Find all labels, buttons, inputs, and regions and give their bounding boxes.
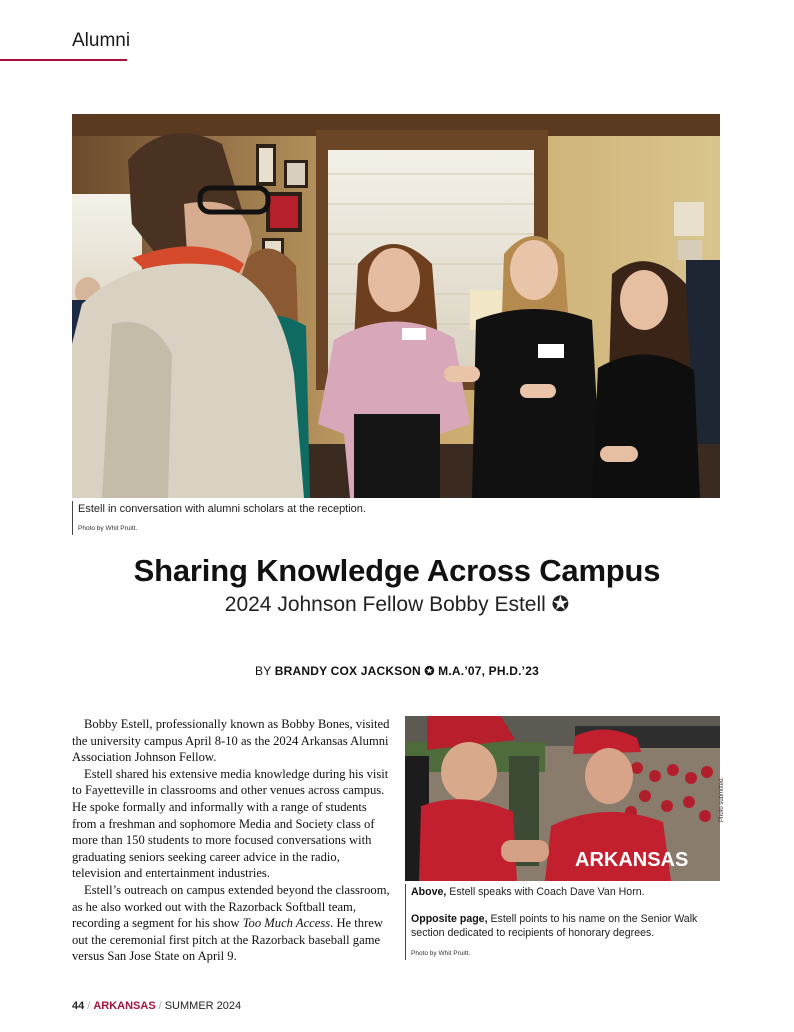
body-text-span: Estell’s outreach on campus extended beyond the classroom, as he also worked out with the Razorback Softball team, recording a segment for his show	[72, 882, 390, 931]
body-paragraph: Bobby Estell, professionally known as Bobby Bones, visited the university campus April 8-10 as the 2024 Arkansas Alumni Association Johnson Fellow.	[72, 717, 390, 765]
caption-above	[411, 886, 711, 900]
jersey-lettering: ARKANSAS	[575, 849, 689, 871]
footer-divider: /	[87, 1000, 91, 1012]
caption-opposite-text: Estell points to his name on the Senior Walk section dedicated to recipients of honorary degrees.	[411, 913, 698, 939]
page-number: 44	[72, 1000, 85, 1012]
show-title: Too Much Access	[242, 916, 331, 931]
byline-prefix: BY	[255, 664, 272, 678]
secondary-photo	[405, 716, 720, 881]
article-subtitle: 2024 Johnson Fellow Bobby Estell ✪	[224, 593, 570, 616]
issue-label: SUMMER 2024	[164, 1000, 242, 1012]
caption-opposite	[411, 913, 711, 940]
byline	[0, 664, 794, 678]
caption-above-text: Estell speaks with Coach Dave Van Horn.	[446, 886, 645, 898]
caption-above-label: Above,	[411, 886, 447, 898]
body-text-span: . He threw out the ceremonial first pitch at the Razorback baseball game versus San Jose State on April 9.	[72, 916, 383, 964]
magazine-name: ARKANSAS	[93, 1000, 156, 1012]
section-label: Alumni	[72, 30, 131, 51]
hero-photo-credit: Photo by Whit Pruitt.	[78, 525, 138, 532]
secondary-caption-rule	[405, 884, 406, 960]
hero-caption-rule	[72, 501, 73, 535]
section-rule	[0, 59, 127, 61]
hero-caption: Estell in conversation with alumni scholars at the reception.	[78, 503, 366, 515]
footer-divider: /	[158, 1000, 162, 1012]
article-title: Sharing Knowledge Across Campus	[133, 553, 661, 588]
body-paragraph	[72, 882, 390, 965]
byline-author: BRANDY COX JACKSON ✪ M.A.’07, PH.D.’23	[274, 664, 539, 678]
article-body	[72, 716, 390, 965]
secondary-photo-credit: Photo submitted.	[719, 776, 725, 822]
secondary-caption-credit: Photo by Whit Pruitt.	[411, 950, 471, 957]
page-footer	[72, 1000, 241, 1012]
caption-opposite-label: Opposite page,	[411, 913, 488, 925]
hero-photo	[72, 114, 720, 498]
body-paragraph: Estell shared his extensive media knowledge during his visit to Fayetteville in classrooms and other venues across campus. He spoke formally and informally with a range of students from a freshman and sophomore Media and Society class of more than 150 students to more focused conversations with graduating seniors seeking career advice in the radio, television and entertainment industries.	[72, 766, 389, 881]
